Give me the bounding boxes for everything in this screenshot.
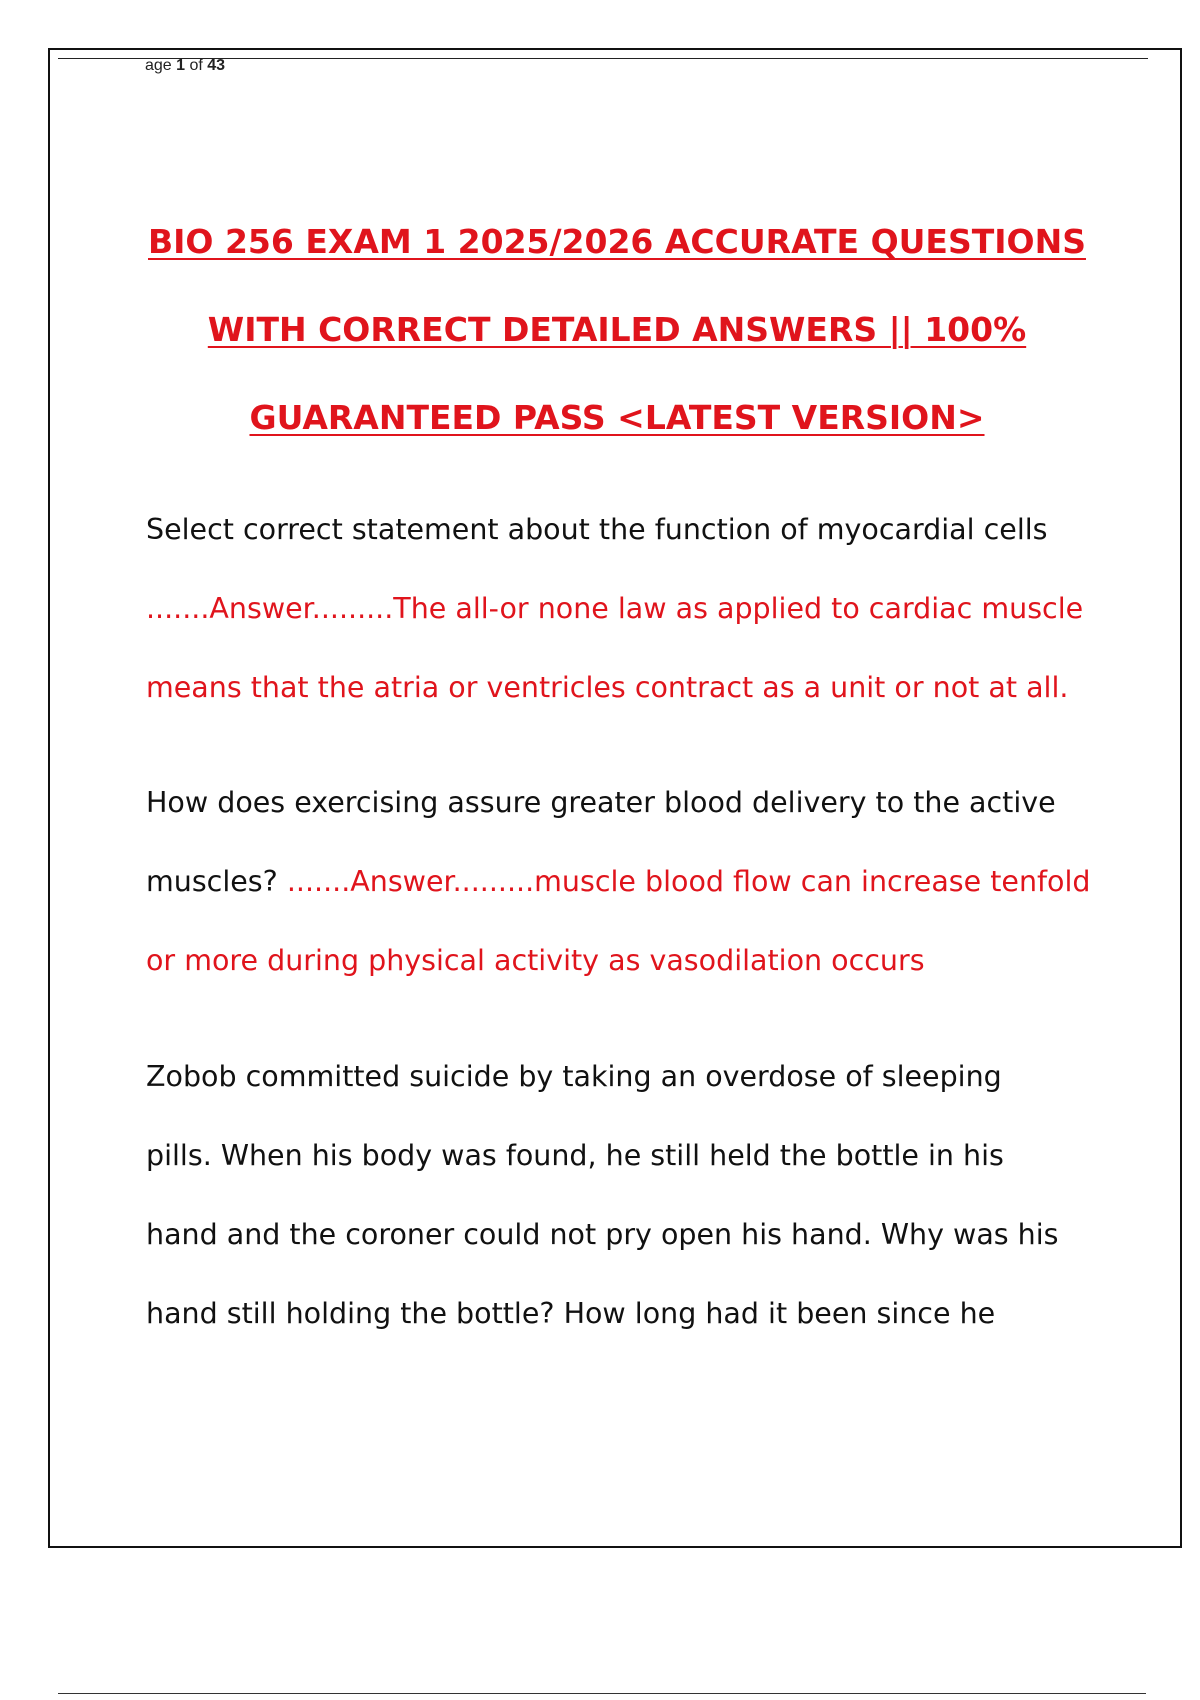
title-line-3: GUARANTEED PASS <LATEST VERSION> [249, 398, 985, 437]
question-text: pills. When his body was found, he still held the bottle in his [146, 1139, 1004, 1172]
qa-item-2 [146, 763, 1136, 1000]
qa-item-3 [146, 1037, 1136, 1353]
answer-text: .......Answer.........muscle blood flow can increase tenfold [286, 865, 1091, 898]
question-answer-line [146, 842, 1136, 921]
answer-text: means that the atria or ventricles contract as a unit or not at all. [146, 671, 1069, 704]
answer-text: or more during physical activity as vasodilation occurs [146, 944, 925, 977]
question-text: hand and the coroner could not pry open his hand. Why was his [146, 1218, 1059, 1251]
document-title [50, 218, 1184, 482]
question-text: hand still holding the bottle? How long had it been since he [146, 1297, 996, 1330]
page-number-label: age 1 of 43 [145, 57, 226, 74]
question-text: muscles? [146, 865, 287, 898]
title-line-1: BIO 256 EXAM 1 2025/2026 ACCURATE QUESTIONS [148, 222, 1086, 261]
answer-text: .......Answer.........The all-or none law as applied to cardiac muscle [146, 592, 1084, 625]
footer-rule [58, 1693, 1146, 1694]
page-frame [48, 48, 1182, 1548]
qa-item-1 [146, 490, 1136, 727]
question-text: Zobob committed suicide by taking an overdose of sleeping [146, 1060, 1002, 1093]
question-text: Select correct statement about the function of myocardial cells [146, 513, 1048, 546]
title-line-2: WITH CORRECT DETAILED ANSWERS || 100% [207, 310, 1027, 349]
question-text: How does exercising assure greater blood delivery to the active [146, 786, 1056, 819]
